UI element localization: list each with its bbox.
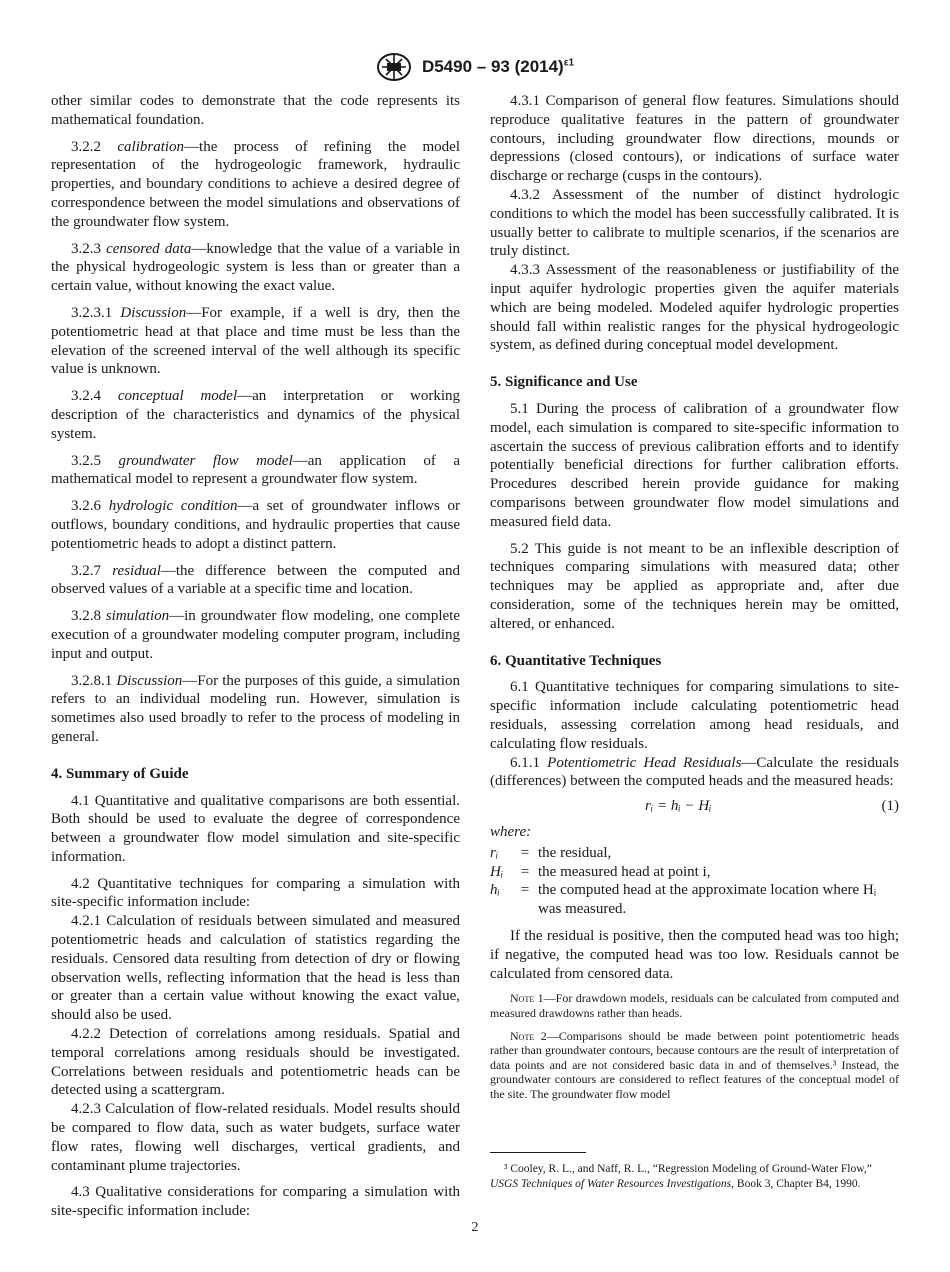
paragraph: 5.2 This guide is not meant to be an inflexible description of techniques comparing simulations with measured data; other techniques may be applied as appropriate and, after due consideration, some of the techniques herein may be omitted, altered, or enhanced. bbox=[490, 540, 899, 632]
symbol: rᵢ bbox=[490, 844, 499, 861]
page-header bbox=[0, 52, 950, 82]
section-heading: 6. Quantitative Techniques bbox=[490, 652, 662, 669]
definition-row: rᵢ = the residual, bbox=[490, 844, 612, 861]
paragraph: 4.2.2 Detection of correlations among residuals. Spatial and temporal correlations among residuals should be investigated. Correlations between residuals and potentiometric heads can be detected using a scattergram. bbox=[51, 1026, 460, 1099]
equation-number: (1) bbox=[881, 798, 899, 815]
definition-calibration: 3.2.2 calibration—the process of refining the model representation of the hydrogeologic framework, hydraulic properties, and boundary conditions to achieve a desired degree of correspondence between the model simulations and observations of the groundwater flow system. bbox=[51, 138, 461, 230]
footnote: ³ Cooley, R. L., and Naff, R. L., “Regression Modeling of Ground-Water Flow,” USGS Techniques of Water Resources Investigations, Book 3, Chapter B4, 1990. bbox=[490, 1163, 872, 1190]
paragraph: 4.3.3 Assessment of the reasonableness or justifiability of the input aquifer hydrologic properties given the aquifer materials which are being modeled. Modeled aquifer hydrologic properties should fall within realistic ranges for the physical hydrogeologic system, as defined during conceptual model development. bbox=[490, 262, 899, 354]
definition-hydrologic-condition: 3.2.6 hydrologic condition—a set of groundwater inflows or outflows, boundary conditions, and hydraulic properties that cause potentiometric heads to adopt a distinct pattern. bbox=[51, 498, 461, 552]
footnote-rule bbox=[490, 1152, 586, 1153]
definition-row: hᵢ = the computed head at the approximate location where Hᵢ was measured. bbox=[490, 882, 877, 918]
paragraph: 4.1 Quantitative and qualitative comparisons are both essential. Both should be used to evaluate the degree of correspondence between a groundwater flow model simulation and site-specific information. bbox=[51, 792, 460, 865]
section-heading: 4. Summary of Guide bbox=[51, 765, 189, 782]
definition-conceptual-model: 3.2.4 conceptual model—an interpretation or working description of the characteristics and dynamics of the physical system. bbox=[51, 388, 461, 442]
where-label: where: bbox=[490, 824, 532, 841]
paragraph: other similar codes to demonstrate that the code represents its mathematical foundation. bbox=[51, 93, 460, 128]
equation-formula: rᵢ = hᵢ − Hᵢ bbox=[645, 798, 712, 815]
note-1: Note 1—For drawdown models, residuals can be calculated from computed and measured drawdowns rather than heads. bbox=[490, 991, 899, 1021]
paragraph: 6.1.1 Potentiometric Head Residuals—Calculate the residuals (differences) between the computed heads and the measured heads: bbox=[490, 754, 899, 790]
discussion: 3.2.3.1 Discussion—For example, if a well is dry, then the potentiometric head at that place and time must be less than the elevation of the screened interval of the well although its specific value is unknown. bbox=[51, 304, 461, 378]
paragraph: 4.3.1 Comparison of general flow features. Simulations should reproduce qualitative features in the pattern of groundwater contours, including groundwater flow directions, mounds or depressions (closed contours), or indications of surface water discharge or recharge (cusps in the contours). bbox=[490, 93, 899, 185]
note-2: Note 2—Comparisons should be made between point potentiometric heads rather than groundwater contours, because contours are the result of interpretation of data points and are not considered basic data in and of themselves.³ Instead, the groundwater contours are considered to reflect features of the conceptual model of the site. The groundwater flow model bbox=[490, 1028, 899, 1102]
paragraph: 5.1 During the process of calibration of a groundwater flow model, each simulation is compared to site-specific information to ascertain the success of previous calibration efforts and to identify potentially beneficial directions for further calibration efforts. Procedures described herein provide guidance for making comparisons between groundwater flow model simulations and measured field data. bbox=[490, 400, 899, 530]
document-designation: D5490 – 93 $(2014)^{\varepsilon 1}$ bbox=[421, 57, 575, 76]
paragraph: 4.2 Quantitative techniques for comparing a simulation with site-specific information include: bbox=[51, 875, 460, 911]
astm-logo-icon bbox=[376, 52, 412, 82]
section-heading: 5. Significance and Use bbox=[490, 374, 638, 391]
paragraph: 4.3 Qualitative considerations for comparing a simulation with site-specific information include: bbox=[51, 1184, 460, 1220]
definition-simulation: 3.2.8 simulation—in groundwater flow modeling, one complete execution of a groundwater modeling computer program, including input and output. bbox=[51, 608, 461, 662]
left-column bbox=[51, 92, 460, 1229]
symbol: hᵢ bbox=[490, 882, 500, 899]
definition-residual: 3.2.7 residual—the difference between the computed and observed values of a variable at a specific time and location. bbox=[51, 562, 461, 598]
paragraph: 4.2.3 Calculation of flow-related residuals. Model results should be compared to flow data, such as water budgets, surface water flow rates, flowing well discharges, vertical gradients, and contaminant plume trajectories. bbox=[51, 1101, 460, 1174]
paragraph: 4.3.2 Assessment of the number of distinct hydrologic conditions to which the model has been successfully calibrated. It is usually better to calibrate to multiple scenarios, if the scenarios are truly distinct. bbox=[490, 186, 899, 260]
definition-censored-data: 3.2.3 censored data—knowledge that the value of a variable in the physical hydrogeologic system is less than or greater than a certain value, without knowing the exact value. bbox=[51, 240, 461, 295]
paragraph: 6.1 Quantitative techniques for comparing simulations to site-specific information include calculating potentiometric head residuals, assessing correlation among head residuals, and calculating flow residuals. bbox=[490, 679, 899, 752]
definition-row: Hᵢ = the measured head at point i, bbox=[490, 863, 711, 880]
equation bbox=[490, 797, 899, 819]
paragraph: 4.2.1 Calculation of residuals between simulated and measured potentiometric heads and calculation of statistics regarding the residuals. Censored data resulting from detection of dry or flowing observation wells, reflecting information that the head is less than or greater than a certain value without knowing the exact value, should also be used. bbox=[51, 913, 460, 1024]
discussion: 3.2.8.1 Discussion—For the purposes of this guide, a simulation refers to an individual modeling run. However, simulation is sometimes also used broadly to refer to the process of modeling in general. bbox=[51, 672, 460, 745]
definition-groundwater-flow-model: 3.2.5 groundwater flow model—an application of a mathematical model to represent a groundwater flow system. bbox=[51, 452, 460, 488]
definition-list bbox=[490, 844, 899, 919]
symbol: Hᵢ bbox=[490, 863, 504, 880]
paragraph: If the residual is positive, then the computed head was too high; if negative, the computed head was too low. Residuals cannot be calculated from censored data. bbox=[490, 928, 899, 982]
page-number: 2 bbox=[471, 1220, 479, 1235]
right-column bbox=[490, 92, 899, 1110]
